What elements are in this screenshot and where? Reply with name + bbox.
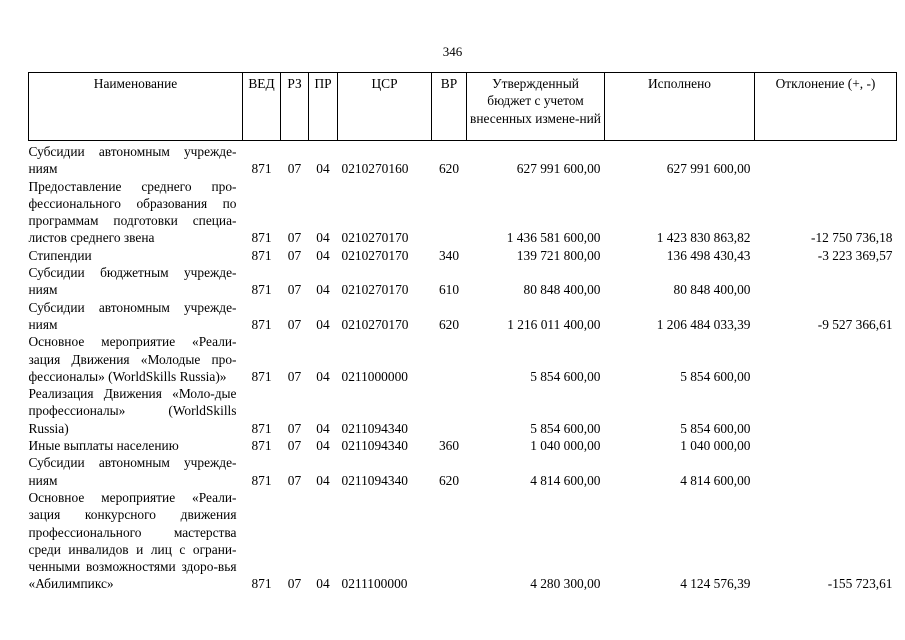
header-executed: Исполнено [605, 73, 755, 141]
row-executed: 627 991 600,00 [666, 161, 751, 177]
row-rz: 07 [287, 472, 302, 488]
row-rz: 07 [287, 230, 302, 246]
row-name: Иные выплаты населению [28, 438, 179, 454]
row-deviation: -3 223 369,57 [817, 247, 893, 263]
row-rz: 07 [287, 247, 302, 263]
row-executed: 1 423 830 863,82 [656, 230, 751, 246]
row-name: Реализация Движения «Моло-дые профессионалы» (WorldSkills Russia) [28, 386, 237, 436]
row-name: Субсидии автономным учрежде-ниям [28, 144, 237, 177]
row-vr: 360 [438, 438, 460, 454]
row-pr: 04 [316, 420, 330, 436]
row-name: Субсидии автономным учрежде-ниям [28, 299, 237, 332]
row-vr: 610 [438, 282, 460, 298]
table-body [29, 141, 897, 593]
table-row [29, 333, 897, 385]
header-pr: ПР [309, 73, 338, 141]
row-approved: 139 721 800,00 [516, 247, 601, 263]
table-row [29, 178, 897, 247]
row-rz: 07 [287, 316, 302, 332]
row-csr: 0210270170 [341, 316, 409, 332]
row-vr [432, 333, 467, 385]
row-ved: 871 [251, 576, 272, 592]
table-row [29, 454, 897, 489]
row-vr [432, 489, 467, 593]
row-rz: 07 [287, 438, 302, 454]
row-csr: 0211100000 [341, 576, 408, 592]
row-ved: 871 [251, 420, 272, 436]
table-row [29, 437, 897, 454]
header-vr: ВР [432, 73, 467, 141]
row-ved: 871 [251, 316, 272, 332]
row-executed: 4 814 600,00 [680, 472, 751, 488]
row-csr: 0210270160 [341, 161, 409, 177]
row-approved: 5 854 600,00 [530, 420, 601, 436]
row-rz: 07 [287, 368, 302, 384]
budget-execution-table [28, 72, 897, 593]
row-approved: 4 280 300,00 [530, 576, 601, 592]
row-rz: 07 [287, 282, 302, 298]
row-csr: 0210270170 [341, 247, 409, 263]
row-csr: 0211094340 [341, 420, 408, 436]
row-executed: 1 206 484 033,39 [656, 316, 751, 332]
row-executed: 4 124 576,39 [680, 576, 751, 592]
row-deviation [755, 264, 897, 299]
row-name: Основное мероприятие «Реали-зация Движения «Молодые про-фессионалы» (WorldSkills Russia)» [28, 334, 237, 384]
table-header [29, 73, 897, 141]
row-executed: 136 498 430,43 [666, 247, 751, 263]
row-approved: 1 040 000,00 [530, 438, 601, 454]
row-executed: 5 854 600,00 [680, 368, 751, 384]
row-approved: 80 848 400,00 [523, 282, 601, 298]
header-csr: ЦСР [338, 73, 432, 141]
row-ved: 871 [251, 368, 272, 384]
row-csr: 0210270170 [341, 282, 409, 298]
table-row [29, 247, 897, 264]
row-vr: 620 [438, 161, 460, 177]
table-row [29, 489, 897, 593]
row-ved: 871 [251, 247, 272, 263]
row-pr: 04 [316, 282, 330, 298]
table-row [29, 299, 897, 334]
row-name: Предоставление среднего про-фессионального образования по программам подготовки специа-листов среднего звена [28, 178, 237, 246]
row-pr: 04 [316, 230, 330, 246]
row-deviation [755, 454, 897, 489]
header-deviation: Отклонение (+, -) [755, 73, 897, 141]
row-name: Субсидии бюджетным учрежде-ниям [28, 265, 237, 298]
row-csr: 0210270170 [341, 230, 409, 246]
row-rz: 07 [287, 576, 302, 592]
row-pr: 04 [316, 247, 330, 263]
row-executed: 80 848 400,00 [673, 282, 751, 298]
row-pr: 04 [316, 161, 330, 177]
row-ved: 871 [251, 282, 272, 298]
row-vr: 620 [438, 316, 460, 332]
row-ved: 871 [251, 472, 272, 488]
row-executed: 1 040 000,00 [680, 438, 751, 454]
row-deviation: -12 750 736,18 [811, 230, 893, 246]
row-approved: 4 814 600,00 [530, 472, 601, 488]
row-pr: 04 [316, 472, 330, 488]
table-row [29, 385, 897, 437]
row-ved: 871 [251, 230, 272, 246]
row-deviation [755, 385, 897, 437]
page-number: 346 [442, 44, 463, 59]
row-ved: 871 [251, 161, 272, 177]
row-vr: 340 [438, 247, 460, 263]
row-csr: 0211094340 [341, 438, 408, 454]
row-csr: 0211000000 [341, 368, 408, 384]
row-deviation [755, 437, 897, 454]
row-approved: 1 436 581 600,00 [506, 230, 601, 246]
row-deviation [755, 141, 897, 178]
row-executed: 5 854 600,00 [680, 420, 751, 436]
row-name: Стипендии [28, 247, 92, 263]
row-approved: 1 216 011 400,00 [507, 316, 601, 332]
header-name: Наименование [29, 73, 243, 141]
row-pr: 04 [316, 368, 330, 384]
row-vr: 620 [438, 472, 460, 488]
row-pr: 04 [316, 316, 330, 332]
row-csr: 0211094340 [341, 472, 408, 488]
row-rz: 07 [287, 420, 302, 436]
row-name: Субсидии автономным учрежде-ниям [28, 455, 237, 488]
row-approved: 5 854 600,00 [530, 368, 601, 384]
row-vr [432, 385, 467, 437]
row-approved: 627 991 600,00 [516, 161, 601, 177]
row-vr [432, 178, 467, 247]
header-approved: Утвержденный бюджет с учетом внесенных измене-ний [467, 73, 605, 141]
row-ved: 871 [251, 438, 272, 454]
row-pr: 04 [316, 438, 330, 454]
table-row [29, 141, 897, 178]
header-ved: ВЕД [243, 73, 281, 141]
header-rz: РЗ [281, 73, 309, 141]
row-deviation: -155 723,61 [827, 576, 893, 592]
row-pr: 04 [316, 576, 330, 592]
row-deviation [755, 333, 897, 385]
row-deviation: -9 527 366,61 [817, 316, 893, 332]
row-name: Основное мероприятие «Реали-зация конкурсного движения профессионального мастерства среди инвалидов и лиц с ограни-ченными возможностями здоро-вья «Абилимпикс» [28, 489, 237, 592]
table-row [29, 264, 897, 299]
row-rz: 07 [287, 161, 302, 177]
